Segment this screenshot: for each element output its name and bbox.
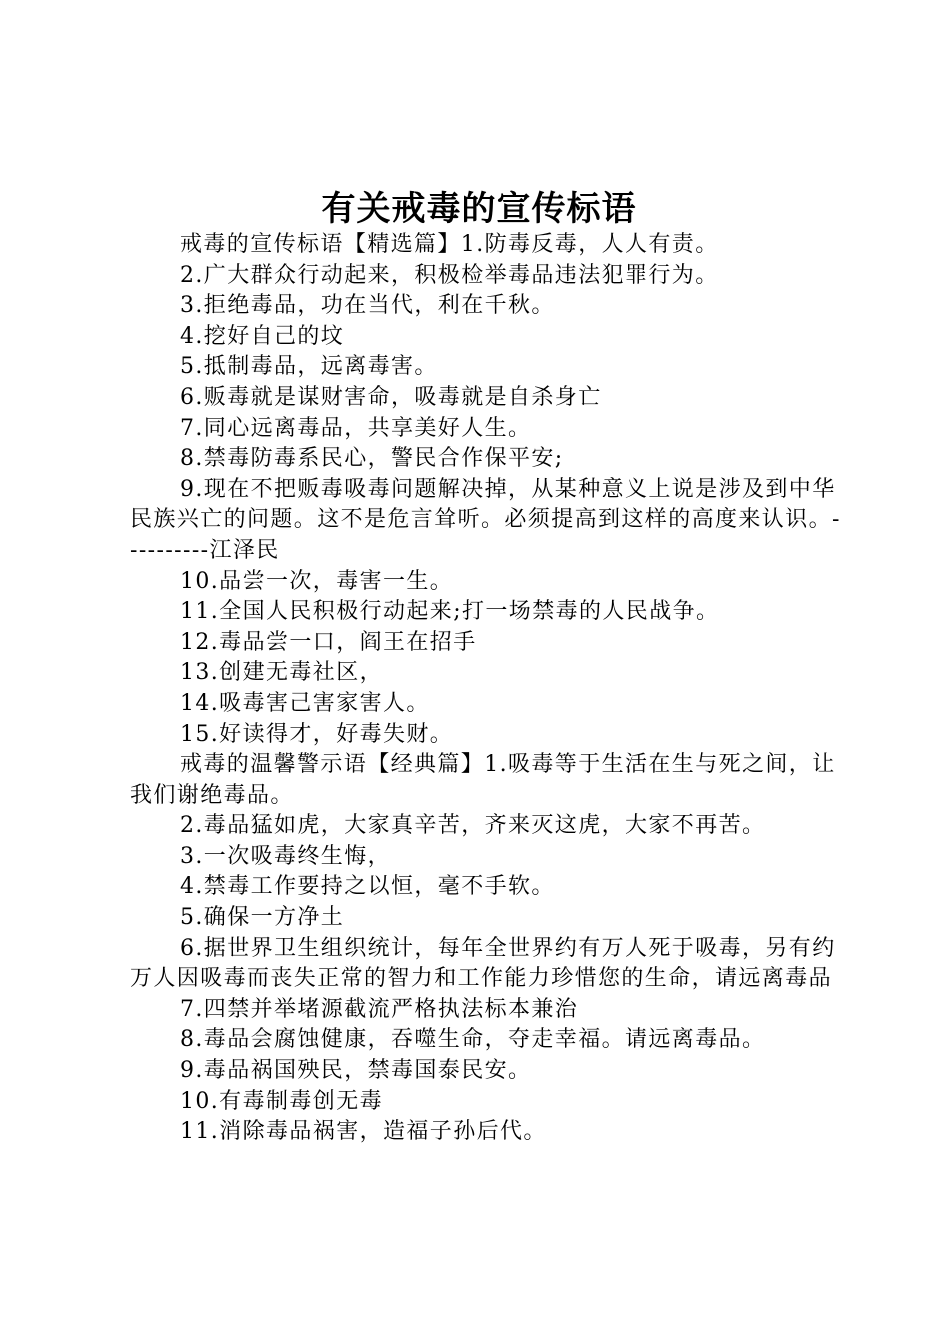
paragraph: 9.现在不把贩毒吸毒问题解决掉，从某种意义上说是涉及到中华民族兴亡的问题。这不是危言耸听。必须提高到这样的高度来认识。----------江泽民 [130,476,841,563]
paragraph: 3.拒绝毒品，功在当代，利在千秋。 [180,293,555,319]
paragraph: 11.全国人民积极行动起来;打一场禁毒的人民战争。 [180,599,720,625]
paragraph: 13.创建无毒社区， [180,660,383,686]
paragraph: 10.有毒制毒创无毒 [180,1088,383,1114]
paragraph: 7.四禁并举堵源截流严格执法标本兼治 [180,996,579,1022]
paragraph: 5.抵制毒品，远离毒害。 [180,354,438,380]
paragraph: 9.毒品祸国殃民，禁毒国泰民安。 [180,1058,532,1084]
paragraph: 2.毒品猛如虎，大家真辛苦，齐来灭这虎，大家不再苦。 [180,813,766,839]
paragraph: 15.好读得才，好毒失财。 [180,721,454,747]
paragraph: 6.据世界卫生组织统计，每年全世界约有万人死于吸毒，另有约万人因吸毒而丧失正常的智力和工作能力珍惜您的生命，请远离毒品 [130,935,836,992]
paragraph: 5.确保一方净土 [180,905,345,931]
document-title: 有关戒毒的宣传标语 [321,189,637,229]
paragraph: 4.挖好自己的坟 [180,323,345,349]
paragraph: 11.消除毒品祸害，造福子孙后代。 [180,1119,547,1145]
paragraph: 3.一次吸毒终生悔， [180,843,391,869]
document-body [130,230,846,1148]
paragraph: 12.毒品尝一口，阎王在招手 [180,629,477,655]
paragraph: 6.贩毒就是谋财害命，吸毒就是自杀身亡 [180,384,602,410]
paragraph: 4.禁毒工作要持之以恒，毫不手软。 [180,874,555,900]
paragraph: 戒毒的温馨警示语【经典篇】1.吸毒等于生活在生与死之间，让我们谢绝毒品。 [130,752,836,808]
paragraph: 8.禁毒防毒系民心，警民合作保平安; [180,446,564,472]
paragraph: 7.同心远离毒品，共享美好人生。 [180,415,532,441]
paragraph: 10.品尝一次，毒害一生。 [180,568,454,594]
paragraph: 14.吸毒害己害家害人。 [180,690,430,716]
paragraph: 8.毒品会腐蚀健康，吞噬生命，夺走幸福。请远离毒品。 [180,1027,766,1053]
paragraph: 戒毒的宣传标语【精选篇】1.防毒反毒，人人有责。 [180,232,719,257]
paragraph: 2.广大群众行动起来，积极检举毒品违法犯罪行为。 [180,262,719,288]
